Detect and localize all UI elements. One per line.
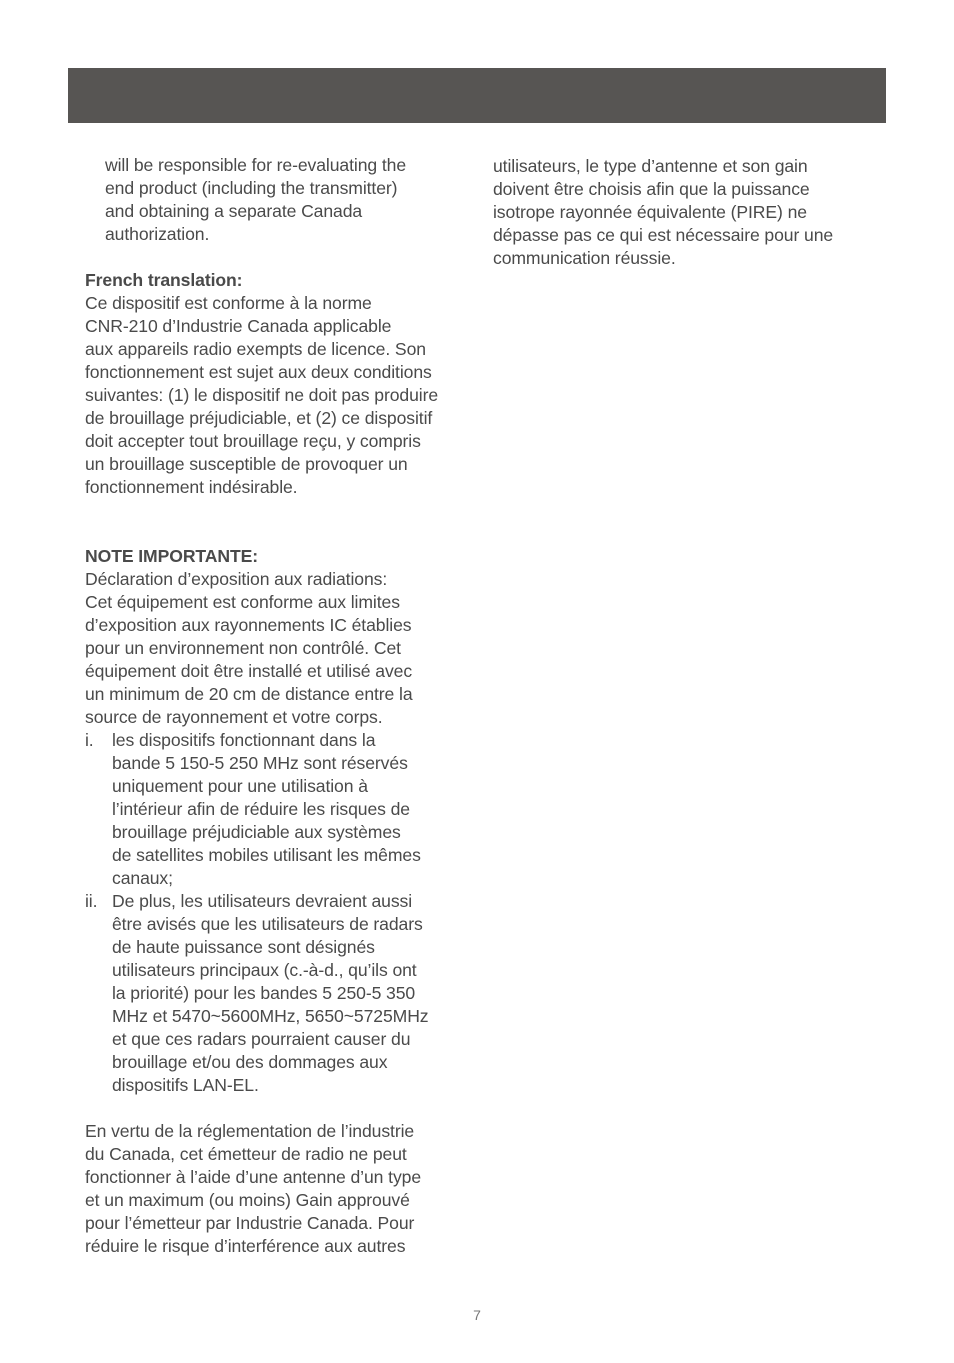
text-line: un brouillage susceptible de provoquer un (85, 454, 408, 474)
text-line: et un maximum (ou moins) Gain approuvé (85, 1190, 410, 1210)
text-line: utilisateurs principaux (c.-à-d., qu’ils ont (112, 960, 417, 980)
list-marker: ii. (85, 891, 98, 911)
french-paragraph (85, 292, 470, 499)
text-line: uniquement pour une utilisation à (112, 776, 368, 796)
text-line: Ce dispositif est conforme à la norme (85, 293, 372, 313)
french-translation-heading: French translation: (85, 270, 243, 290)
left-column (85, 154, 470, 1258)
page-number: 7 (473, 1307, 481, 1323)
text-line: de brouillage préjudiciable, et (2) ce dispositif (85, 408, 433, 428)
text-line: isotrope rayonnée équivalente (PIRE) ne (493, 202, 807, 222)
text-line: Cet équipement est conforme aux limites (85, 592, 400, 612)
text-line: équipement doit être installé et utilisé avec (85, 661, 413, 681)
text-line: Déclaration d’exposition aux radiations: (85, 569, 388, 589)
intro-paragraph (85, 154, 470, 246)
text-line: end product (including the transmitter) (105, 178, 398, 198)
text-line: will be responsible for re-evaluating the (105, 155, 407, 175)
text-line: pour un environnement non contrôlé. Cet (85, 638, 401, 658)
text-line: CNR-210 d’Industrie Canada applicable (85, 316, 392, 336)
text-line: and obtaining a separate Canada (105, 201, 363, 221)
text-line: être avisés que les utilisateurs de radars (112, 914, 423, 934)
text-line: de satellites mobiles utilisant les mêmes (112, 845, 421, 865)
text-line: les dispositifs fonctionnant dans la (112, 730, 376, 750)
text-line: source de rayonnement et votre corps. (85, 707, 383, 727)
closing-paragraph (85, 1120, 470, 1258)
text-line: fonctionnement est sujet aux deux conditions (85, 362, 432, 382)
text-line: De plus, les utilisateurs devraient aussi (112, 891, 413, 911)
text-line: doit accepter tout brouillage reçu, y compris (85, 431, 421, 451)
text-line: pour l’émetteur par Industrie Canada. Pour (85, 1213, 415, 1233)
text-line: l’intérieur afin de réduire les risques de (112, 799, 410, 819)
text-line: et que ces radars pourraient causer du (112, 1029, 411, 1049)
text-line: canaux; (112, 868, 173, 888)
text-line: MHz et 5470~5600MHz, 5650~5725MHz (112, 1006, 429, 1026)
text-line: doivent être choisis afin que la puissance (493, 179, 810, 199)
list-marker: i. (85, 730, 94, 750)
list-item (85, 729, 470, 890)
text-line: d’exposition aux rayonnements IC établies (85, 615, 412, 635)
text-line: authorization. (105, 224, 210, 244)
text-line: la priorité) pour les bandes 5 250-5 350 (112, 983, 416, 1003)
text-line: du Canada, cet émetteur de radio ne peut (85, 1144, 407, 1164)
text-line: dépasse pas ce qui est nécessaire pour une (493, 225, 834, 245)
text-line: suivantes: (1) le dispositif ne doit pas produire (85, 385, 439, 405)
note-importante-heading: NOTE IMPORTANTE: (85, 546, 259, 566)
text-line: dispositifs LAN-EL. (112, 1075, 259, 1095)
text-line: un minimum de 20 cm de distance entre la (85, 684, 413, 704)
note-paragraph (85, 568, 470, 729)
text-line: brouillage et/ou des dommages aux (112, 1052, 388, 1072)
text-line: En vertu de la réglementation de l’industrie (85, 1121, 415, 1141)
text-line: brouillage préjudiciable aux systèmes (112, 822, 401, 842)
text-line: aux appareils radio exempts de licence. Son (85, 339, 426, 359)
header-bar (68, 68, 886, 123)
text-line: utilisateurs, le type d’antenne et son gain (493, 156, 808, 176)
list-item (85, 890, 470, 1097)
text-line: fonctionner à l’aide d’une antenne d’un type (85, 1167, 422, 1187)
text-line: communication réussie. (493, 248, 676, 268)
text-line: fonctionnement indésirable. (85, 477, 298, 497)
text-line: de haute puissance sont désignés (112, 937, 375, 957)
text-line: réduire le risque d’interférence aux autres (85, 1236, 406, 1256)
text-line: bande 5 150-5 250 MHz sont réservés (112, 753, 408, 773)
right-column (493, 155, 878, 270)
